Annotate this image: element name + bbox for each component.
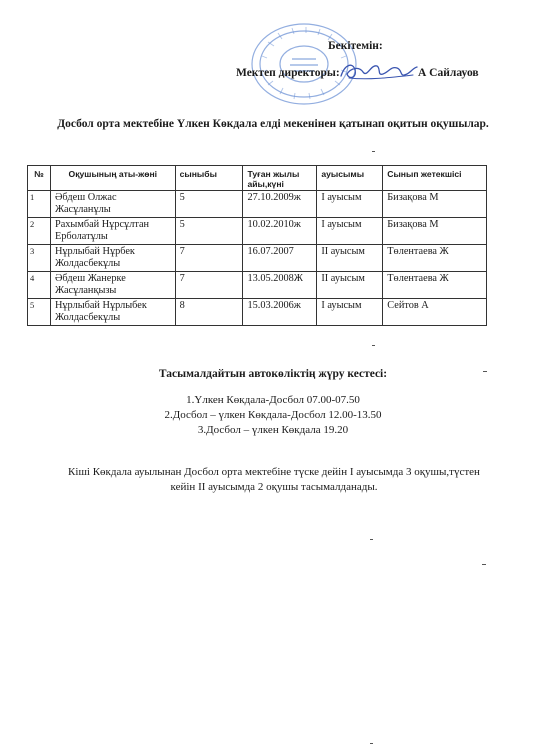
table-row — [28, 272, 487, 299]
cell-shift: I ауысым — [317, 299, 383, 326]
header-number: № — [28, 166, 51, 191]
cell-birth-date: 16.07.2007 — [243, 245, 317, 272]
cell-grade: 5 — [175, 191, 243, 218]
director-label: Мектеп директоры: — [236, 67, 340, 79]
table-row — [28, 218, 487, 245]
cell-student-name: Әбдеш Жанерке Жасұланқызы — [50, 272, 175, 299]
cell-student-name: Нұрлыбай Нұрлыбек Жолдасбекұлы — [50, 299, 175, 326]
cell-birth-date: 13.05.2008Ж — [243, 272, 317, 299]
table-row — [28, 245, 487, 272]
cell-grade: 7 — [175, 272, 243, 299]
cell-shift: I ауысым — [317, 218, 383, 245]
cell-number: 3 — [28, 245, 51, 272]
scan-speck — [372, 345, 375, 346]
cell-grade: 7 — [175, 245, 243, 272]
cell-class-teacher: Бизақова М — [383, 218, 487, 245]
table-header-row — [28, 166, 487, 191]
cell-class-teacher: Сейтов А — [383, 299, 487, 326]
header-shift: ауысымы — [317, 166, 383, 191]
cell-shift: II ауысым — [317, 272, 383, 299]
cell-birth-date: 15.03.2006ж — [243, 299, 317, 326]
table-row — [28, 299, 487, 326]
cell-class-teacher: Төлентаева Ж — [383, 272, 487, 299]
header-birth-date: Туған жылы айы,күні — [243, 166, 317, 191]
scan-speck — [482, 564, 486, 565]
director-name: А Сайлауов — [418, 67, 479, 79]
cell-birth-date: 10.02.2010ж — [243, 218, 317, 245]
scan-speck — [370, 743, 373, 744]
students-table — [27, 165, 487, 326]
route-3: 3.Досбол – үлкен Көкдала 19.20 — [197, 424, 349, 436]
director-signature-icon — [337, 58, 419, 84]
cell-grade: 8 — [175, 299, 243, 326]
table-row — [28, 191, 487, 218]
cell-class-teacher: Бизақова М — [383, 191, 487, 218]
route-2: 2.Досбол – үлкен Көкдала-Досбол 12.00-13.50 — [164, 409, 382, 421]
route-1: 1.Үлкен Көкдала-Досбол 07.00-07.50 — [186, 394, 360, 406]
cell-number: 1 — [28, 191, 51, 218]
cell-student-name: Нұрлыбай Нұрбек Жолдасбекұлы — [50, 245, 175, 272]
director-line — [236, 67, 479, 79]
transport-note: Кіші Көкдала ауылынан Досбол орта мектебіне түске дейін I ауысымда 3 оқушы,түстен кейін II ауысымда 2 оқушы тасымалданады. — [68, 466, 480, 493]
cell-birth-date: 27.10.2009ж — [243, 191, 317, 218]
document-title: Досбол орта мектебіне Үлкен Көкдала елді мекенінен қатынап оқитын оқушылар. — [57, 118, 489, 130]
cell-number: 2 — [28, 218, 51, 245]
header-class-teacher: Сынып жетекшісі — [383, 166, 487, 191]
header-student-name: Оқушының аты-жөні — [50, 166, 175, 191]
cell-student-name: Әбдеш Олжас Жасұланұлы — [50, 191, 175, 218]
cell-shift: II ауысым — [317, 245, 383, 272]
cell-grade: 5 — [175, 218, 243, 245]
cell-number: 4 — [28, 272, 51, 299]
scan-speck — [370, 539, 373, 540]
cell-class-teacher: Төлентаева Ж — [383, 245, 487, 272]
schedule-title: Тасымалдайтын автокөліктің жүру кестесі: — [158, 368, 388, 380]
scan-speck — [372, 151, 375, 152]
cell-shift: I ауысым — [317, 191, 383, 218]
header-grade: сыныбы — [175, 166, 243, 191]
cell-student-name: Рахымбай Нұрсұлтан Ерболатұлы — [50, 218, 175, 245]
approve-label: Бекітемін: — [328, 40, 383, 52]
scan-speck — [483, 371, 487, 372]
cell-number: 5 — [28, 299, 51, 326]
